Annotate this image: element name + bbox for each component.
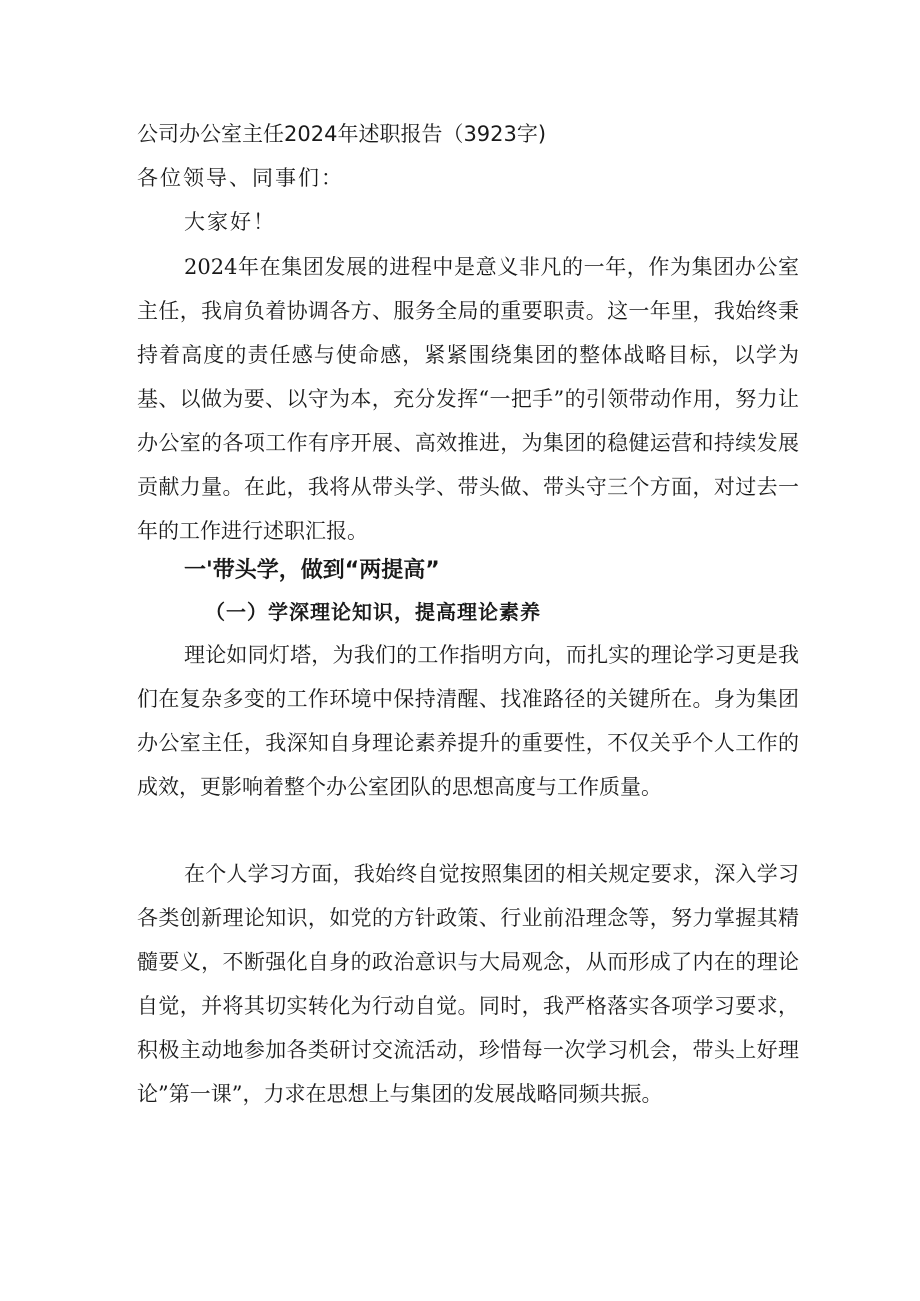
intro-paragraph: 2024年在集团发展的进程中是意义非凡的一年，作为集团办公室主任，我肩负着协调各方、服务全局的重要职责。这一年里，我始终秉持着高度的责任感与使命感，紧紧围绕集团的整体战略目标，以学为基、以做为要、以守为本，充分发挥“一把手”的引领带动作用，努力让办公室的各项工作有序开展、高效推进，为集团的稳健运营和持续发展贡献力量。在此，我将从带头学、带头做、带头守三个方面，对过去一年的工作进行述职汇报。 <box>137 255 799 543</box>
section-heading: 一'带头学，做到“两提高” <box>184 558 440 583</box>
theory-paragraph: 理论如同灯塔，为我们的工作指明方向，而扎实的理论学习更是我们在复杂多变的工作环境中保持清醒、找准路径的关键所在。身为集团办公室主任，我深知自身理论素养提升的重要性，不仅关乎个人工作的成效，更影响着整个办公室团队的思想高度与工作质量。 <box>137 643 799 799</box>
subsection-heading: （一）学深理论知识，提高理论素养 <box>205 600 541 624</box>
document-title: 公司办公室主任2024年述职报告（3923字) <box>137 122 547 146</box>
study-paragraph: 在个人学习方面，我始终自觉按照集团的相关规定要求，深入学习各类创新理论知识，如党的方针政策、行业前沿理念等，努力掌握其精髓要义，不断强化自身的政治意识与大局观念，从而形成了内在的理论自觉，并将其切实转化为行动自觉。同时，我严格落实各项学习要求，积极主动地参加各类研讨交流活动，珍惜每一次学习机会，带头上好理论”第一课”，力求在思想上与集团的发展战略同频共振。 <box>137 862 799 1106</box>
greeting: 大家好！ <box>184 210 276 234</box>
salutation: 各位领导、同事们： <box>137 166 344 190</box>
